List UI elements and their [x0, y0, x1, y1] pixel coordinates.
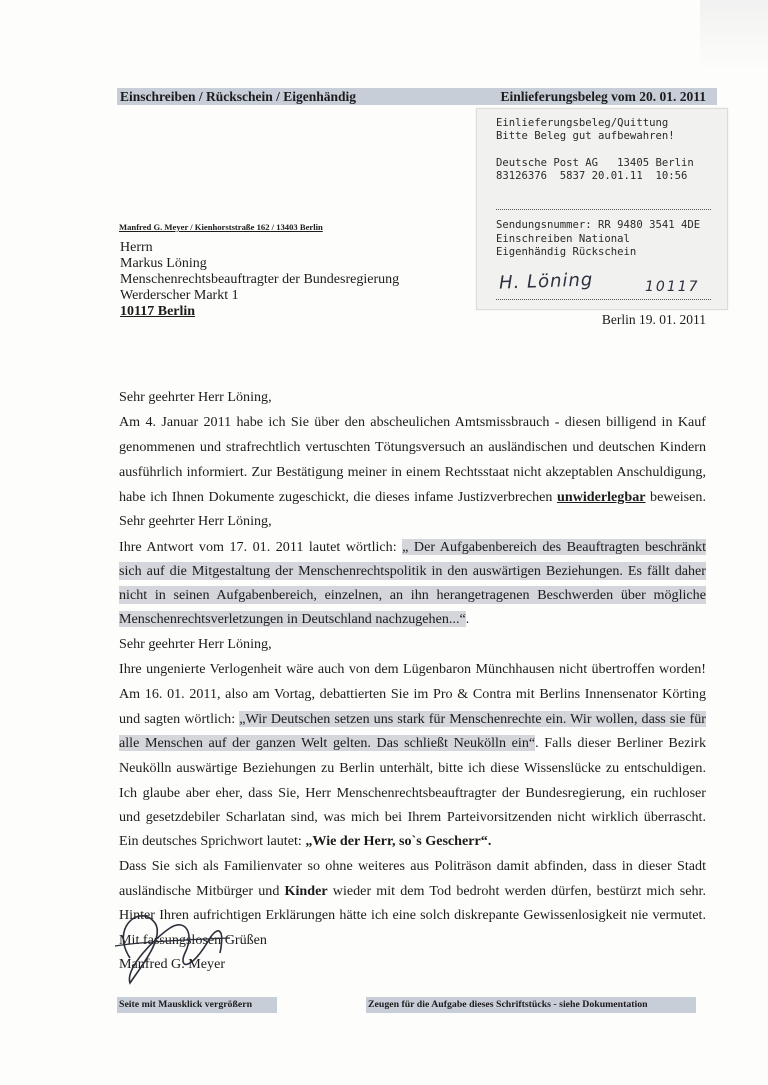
closing: Mit fassungslosen Grüßen [119, 932, 267, 948]
body-line: Hinter Ihren aufrichtigen Erklärungen hätte ich eine solch diskrepante Gewissenlosigkeit nie vermutet. [119, 907, 706, 923]
quote-highlight: „Wir Deutschen setzen uns stark für Menschenrechte ein. Wir wollen, dass sie für [239, 711, 706, 727]
body-line: Ihre ungenierte Verlogenheit wäre auch von dem Lügenbaron Münchhausen nicht übertroffen worden! [119, 661, 706, 677]
salutation: Sehr geehrter Herr Löning, [119, 636, 272, 652]
receipt-service-2: Eigenhändig Rückschein [496, 246, 637, 258]
body-text: beweisen. [645, 489, 706, 505]
body-line [119, 538, 706, 556]
quote-highlight: sich auf die Mitgestaltung der Menschenrechtspolitik in den auswärtigen Beziehungen. Es fällt daher [119, 563, 706, 579]
body-text: und sagten wörtlich: [119, 711, 240, 727]
recipient-street: Werderscher Markt 1 [120, 288, 239, 303]
body-line: und gesetzdebiler Scharlatan sind, was mich bei Ihrem Parteivorsitzenden nicht wirklich überrascht. [119, 809, 706, 825]
body-line [119, 734, 706, 752]
body-line: Neukölln auswärtige Beziehungen zu Berlin unterhält, bitte ich diese Wissenslücke zu entschuldigen. [119, 760, 706, 776]
body-line: genommenen und strafrechtlich vertuschten Tötungsversuch an ausländischen und deutschen Kindern [119, 439, 706, 455]
receipt-signature-line [496, 299, 711, 300]
sender-line: Manfred G. Meyer / Kienhorststraße 162 / 13403 Berlin [119, 222, 323, 232]
quote-highlight: alle Menschen auf der ganzen Welt gelten. Das schließt Neukölln ein“ [119, 735, 536, 751]
receipt-signature-code: 10117 [645, 279, 700, 295]
body-text: . Falls dieser Berliner Bezirk [535, 735, 706, 751]
header-right-text: Einlieferungsbeleg vom 20. 01. 2011 [500, 89, 706, 104]
receipt-service-1: Einschreiben National [496, 233, 630, 245]
recipient-salutation: Herrn [120, 240, 153, 255]
recipient-city: 10117 Berlin [120, 304, 196, 319]
receipt-shipment: Sendungsnummer: RR 9480 3541 4DE [496, 219, 701, 231]
quote-highlight: Menschenrechtsverletzungen in Deutschland nachzugehen...“ [119, 611, 466, 627]
body-line: ausführlich informiert. Zur Bestätigung meiner in einem Rechtsstaat nicht akzeptablen Anschuldigung, [119, 464, 706, 480]
body-line: Am 4. Januar 2011 habe ich Sie über den abscheulichen Amtsmissbrauch - diesen billigend in Kauf [119, 414, 706, 430]
salutation: Sehr geehrter Herr Löning, [119, 389, 272, 405]
body-text: Ein deutsches Sprichwort lautet: [119, 833, 306, 849]
signer-name: Manfred G. Meyer [119, 956, 226, 972]
body-text: . [465, 611, 470, 627]
body-line [119, 488, 706, 506]
scan-shadow [700, 0, 768, 70]
body-line: Ich glaube aber eher, dass Sie, Herr Menschenrechtsbeauftragter der Bundesregierung, ein ruchloser [119, 785, 706, 801]
body-line: Dass Sie sich als Familienvater so ohne weiteres aus Politräson damit abfinden, dass in dieser Stadt [119, 858, 706, 874]
salutation: Sehr geehrter Herr Löning, [119, 513, 272, 529]
body-line [119, 710, 706, 728]
quote-highlight: nicht in seinen Aufgabenbereich, einzelnen, an ihn herangetragenen Beschwerden über mögliche [119, 587, 706, 603]
postal-receipt [476, 108, 728, 310]
recipient-title: Menschenrechtsbeauftragter der Bundesregierung [120, 272, 400, 287]
emphasis-unwiderlegbar: unwiderlegbar [557, 489, 646, 505]
body-text: Ihre Antwort vom 17. 01. 2011 lautet wörtlich: [119, 539, 403, 555]
receipt-title: Einlieferungsbeleg/Quittung [496, 117, 669, 129]
header-left-text: Einschreiben / Rückschein / Eigenhändig [120, 89, 357, 104]
enlarge-page-link[interactable]: Seite mit Mausklick vergrößern [119, 999, 253, 1010]
receipt-divider [496, 209, 711, 210]
witness-documentation-link[interactable]: Zeugen für die Aufgabe dieses Schriftstücks - siehe Dokumentation [368, 999, 648, 1010]
emphasis-kinder: Kinder [284, 883, 328, 899]
recipient-name: Markus Löning [120, 256, 207, 271]
body-line [119, 610, 469, 628]
body-line: Am 16. 01. 2011, also am Vortag, debattierten Sie im Pro & Contra mit Berlins Innensenator Körting [119, 686, 706, 702]
receipt-ids: 83126376 5837 20.01.11 10:56 [496, 170, 688, 182]
quote-highlight: „ Der Aufgabenbereich des Beauftragten beschränkt [402, 539, 706, 555]
receipt-note: Bitte Beleg gut aufbewahren! [496, 130, 675, 142]
body-text: wieder mit dem Tod bedroht werden dürfen, bestürzt mich sehr. [327, 883, 706, 899]
body-text: ausländische Mitbürger und [119, 883, 285, 899]
letter-date: Berlin 19. 01. 2011 [601, 312, 706, 327]
body-line [119, 832, 491, 850]
handwritten-signature [100, 898, 250, 988]
receipt-office: Deutsche Post AG 13405 Berlin [496, 157, 694, 169]
receipt-signature: H. Löning [498, 269, 594, 294]
body-text: habe ich Ihnen Dokumente zugeschickt, die dieses infame Justizverbrechen [119, 489, 558, 505]
proverb: „Wie der Herr, so`s Gescherr“. [305, 833, 492, 849]
